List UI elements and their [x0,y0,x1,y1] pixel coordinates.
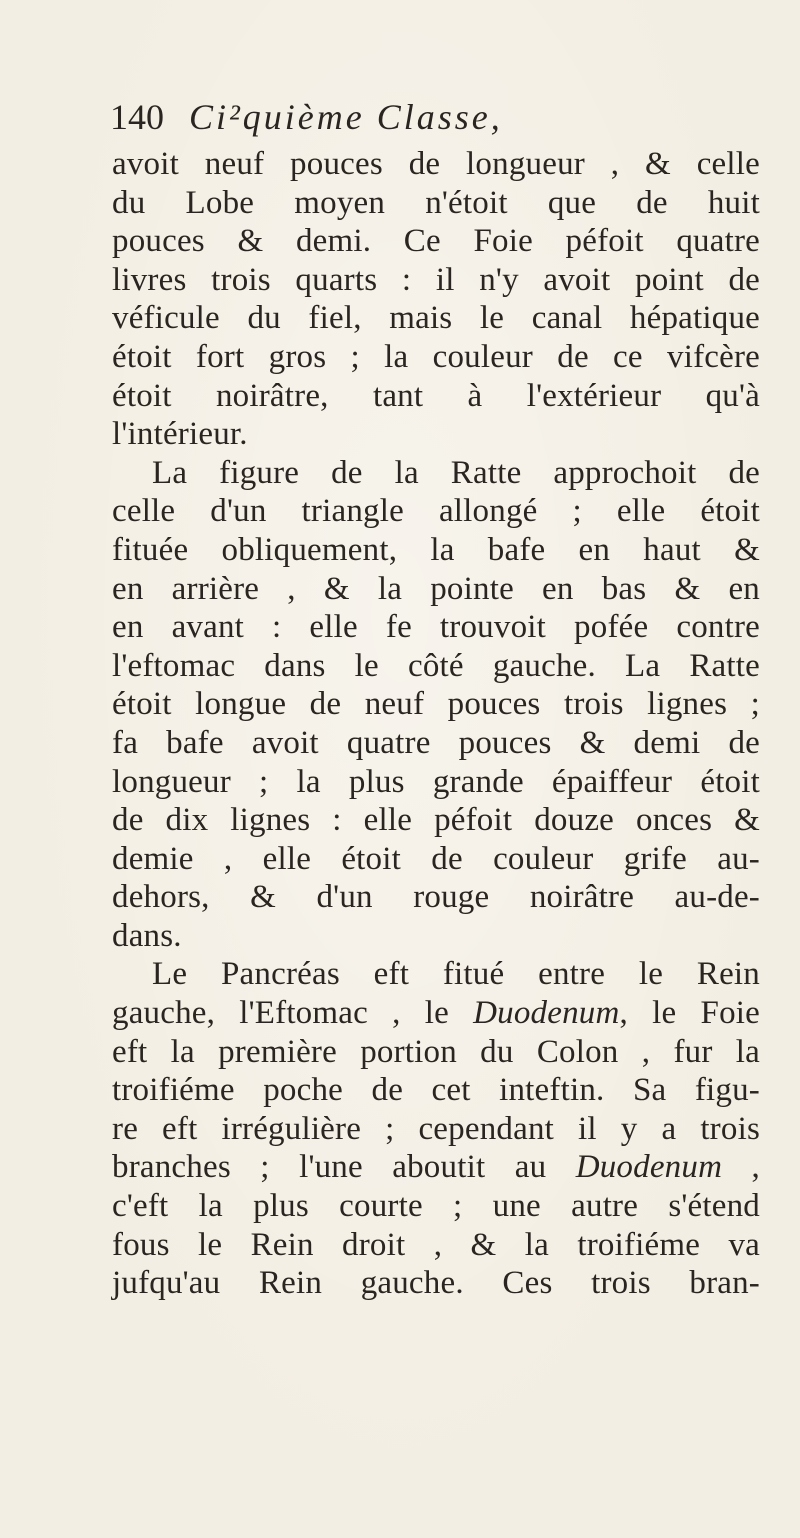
page-header [110,92,750,142]
text-line: branches ; l'une aboutit au Duodenum , [112,1149,760,1186]
text-line: gauche, l'Eftomac , le Duodenum, le Foie [112,995,760,1032]
running-title: Ci²quième Classe, [189,97,503,137]
text-line: eft la première portion du Colon , fur la [112,1033,760,1070]
text-line: jufqu'au Rein gauche. Ces trois bran- [112,1265,760,1302]
text-line: étoit fort gros ; la couleur de ce vifcère [112,338,760,375]
body-text [112,145,760,1303]
text-line: celle d'un triangle allongé ; elle étoit [112,493,760,530]
text-line: fous le Rein droit , & la troifiéme va [112,1226,760,1263]
page-number: 140 [110,97,164,137]
text-line: en avant : elle fe trouvoit pofée contre [112,609,760,646]
text-line: véficule du fiel, mais le canal hépatique [112,300,760,337]
text-line: l'eftomac dans le côté gauche. La Ratte [112,647,760,684]
text-line: fa bafe avoit quatre pouces & demi de [112,724,760,761]
text-line: du Lobe moyen n'étoit que de huit [112,184,760,221]
text-line: dans. [112,917,182,954]
text-line: avoit neuf pouces de longueur , & celle [112,146,760,182]
text-line: fituée obliquement, la bafe en haut & [112,531,760,568]
text-line: pouces & demi. Ce Foie péfoit quatre [112,223,760,260]
text-line: re eft irrégulière ; cependant il y a trois [112,1110,760,1147]
text-line: livres trois quarts : il n'y avoit point de [112,261,760,298]
text-line: La figure de la Ratte approchoit de [152,454,760,491]
text-line: demie , elle étoit de couleur grife au- [112,840,760,877]
text-line: étoit longue de neuf pouces trois lignes ; [112,686,760,723]
text-line: troifiéme poche de cet inteftin. Sa figu- [112,1072,760,1109]
text-line: de dix lignes : elle péfoit douze onces & [112,802,760,839]
text-line: étoit noirâtre, tant à l'extérieur qu'à [112,377,760,414]
text-line: Le Pancréas eft fitué entre le Rein [152,956,760,993]
text-line: en arrière , & la pointe en bas & en [112,570,760,607]
text-line: dehors, & d'un rouge noirâtre au-de- [112,879,760,916]
text-line: c'eft la plus courte ; une autre s'étend [112,1188,760,1225]
text-line: l'intérieur. [112,416,248,453]
text-line: longueur ; la plus grande épaiffeur étoit [112,763,760,800]
